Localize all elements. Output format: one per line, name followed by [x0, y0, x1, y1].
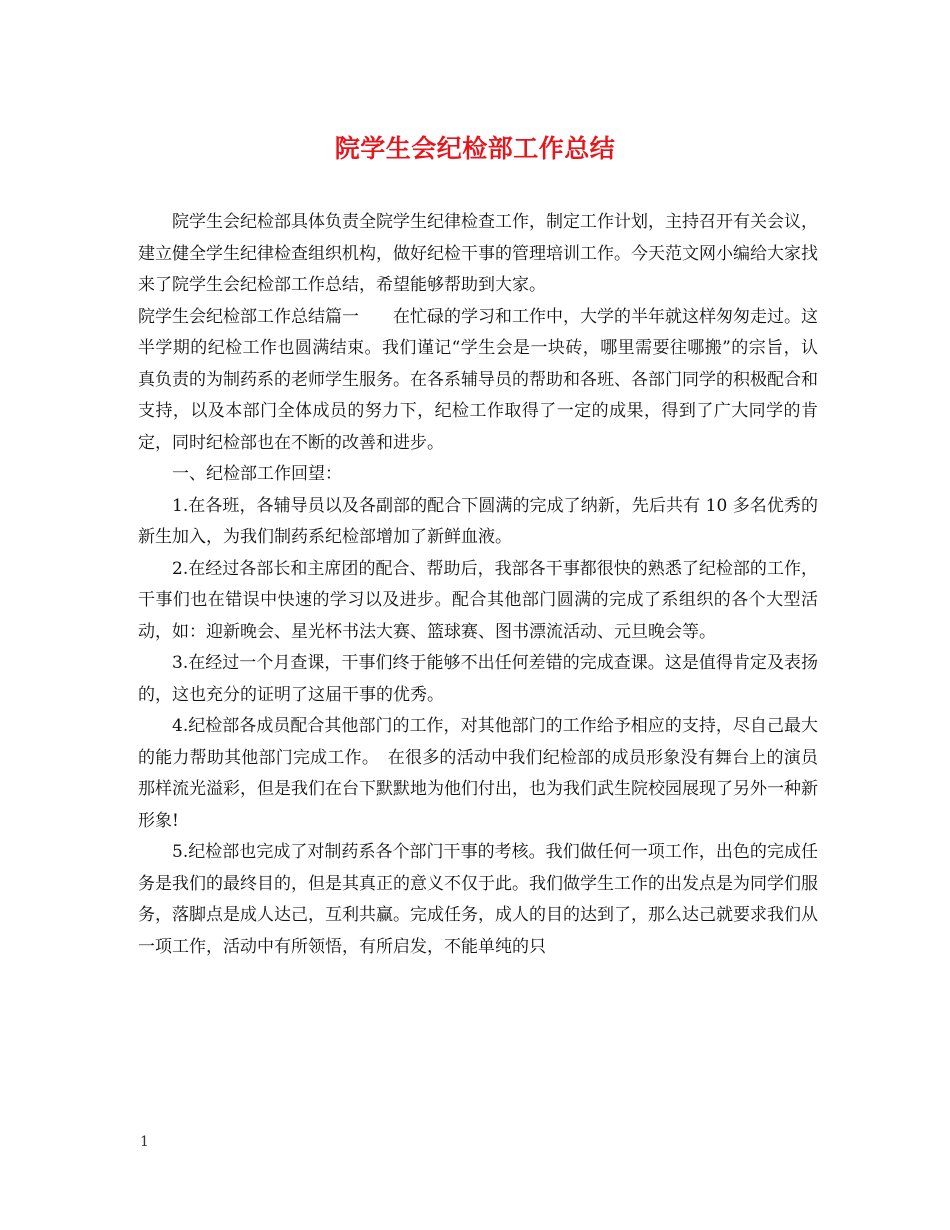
list-item-5: 5.纪检部也完成了对制药系各个部门干事的考核。我们做任何一项工作，出色的完成任务是我们的最终目的，但是其真正的意义不仅于此。我们做学生工作的出发点是为同学们服务，落脚点是成人达己，互利共赢。完成任务，成人的目的达到了，那么达己就要求我们从一项工作，活动中有所领悟，有所启发，不能单纯的只 [138, 842, 818, 957]
section-paragraph-1: 院学生会纪检部工作总结篇一 在忙碌的学习和工作中，大学的半年就这样匆匆走过。这半学期的纪检工作也圆满结束。我们谨记“学生会是一块砖，哪里需要往哪搬”的宗旨，认真负责的为制药系的老师学生服务。在各系辅导员的帮助和各班、各部门同学的积极配合和支持，以及本部门全体成员的努力下，纪检工作取得了一定的成果，得到了广大同学的肯定，同时纪检部也在不断的改善和进步。 [138, 306, 818, 453]
document-body [138, 207, 818, 963]
page-number: 1 [140, 1134, 149, 1150]
list-item-4: 4.纪检部各成员配合其他部门的工作，对其他部门的工作给予相应的支持，尽自己最大的能力帮助其他部门完成工作。 在很多的活动中我们纪检部的成员形象没有舞台上的演员那样流光溢彩，但是我们在台下默默地为他们付出，也为我们武生院校园展现了另外一种新形象! [138, 716, 818, 831]
section-heading: 一、纪检部工作回望： [172, 464, 342, 484]
list-item-3: 3.在经过一个月查课，干事们终于能够不出任何差错的完成查课。这是值得肯定及表扬的，这也充分的证明了这届干事的优秀。 [138, 653, 818, 705]
document-title: 院学生会纪检部工作总结 [334, 134, 616, 163]
intro-paragraph: 院学生会纪检部具体负责全院学生纪律检查工作，制定工作计划，主持召开有关会议，建立健全学生纪律检查组织机构，做好纪检干事的管理培训工作。今天范文网小编给大家找来了院学生会纪检部工作总结，希望能够帮助到大家。 [138, 212, 818, 295]
list-item-1: 1.在各班，各辅导员以及各副部的配合下圆满的完成了纳新，先后共有 10 多名优秀的新生加入，为我们制药系纪检部增加了新鲜血液。 [138, 495, 818, 547]
list-item-2: 2.在经过各部长和主席团的配合、帮助后，我部各干事都很快的熟悉了纪检部的工作，干事们也在错误中快速的学习以及进步。配合其他部门圆满的完成了系组织的各个大型活动，如：迎新晚会、星光杯书法大赛、篮球赛、图书漂流活动、元旦晚会等。 [138, 558, 818, 642]
